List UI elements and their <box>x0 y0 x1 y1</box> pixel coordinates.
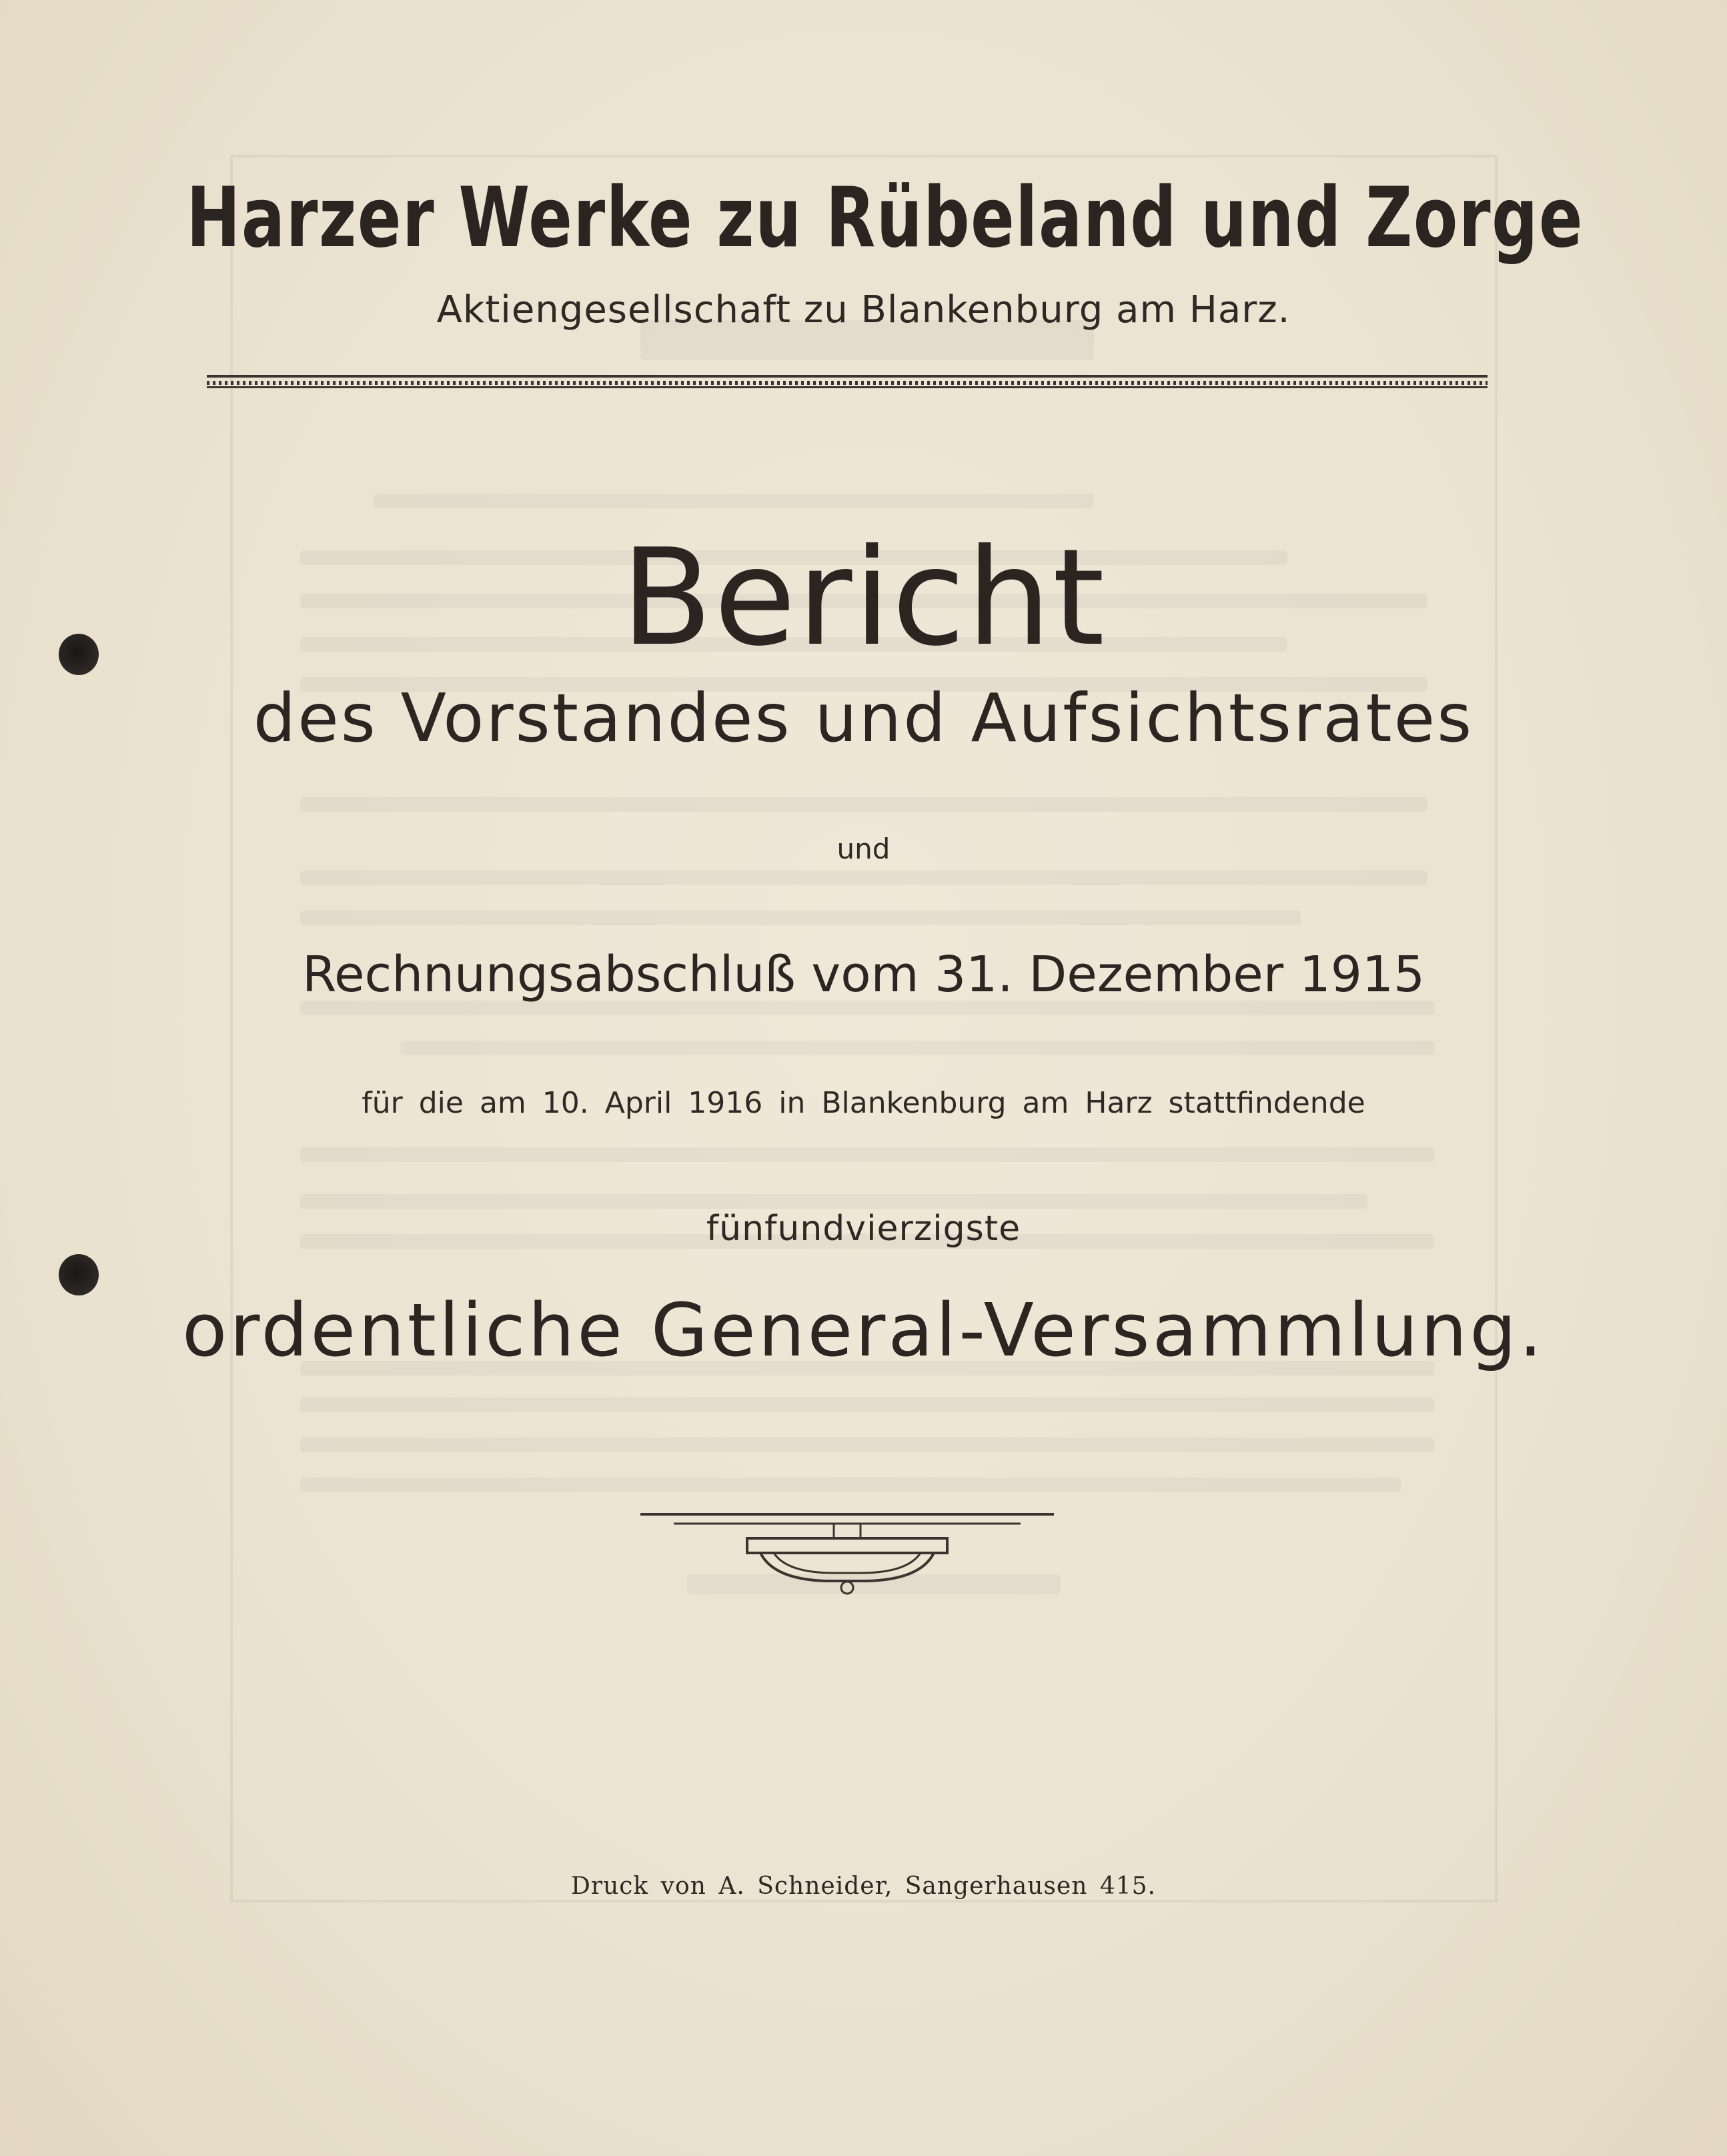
company-name: Harzer Werke zu Rübeland und Zorge <box>186 170 1584 266</box>
financial-statement-line: Rechnungsabschluß vom 31. Dezember 1915 <box>302 946 1425 1003</box>
bleed-through-line <box>374 494 1094 508</box>
bleed-through-frame <box>230 155 1498 1903</box>
meeting-date-line: für die am 10. April 1916 in Blankenburg am Harz stattfindende <box>362 1086 1365 1120</box>
company-subtitle: Aktiengesellschaft zu Blankenburg am Harz. <box>436 288 1291 332</box>
printer-imprint: Druck von A. Schneider, Sangerhausen 415. <box>571 1872 1156 1900</box>
report-subtitle: des Vorstandes und Aufsichtsrates <box>253 679 1474 757</box>
report-title: Bericht <box>620 520 1107 676</box>
bleed-through-line <box>300 911 1301 925</box>
bleed-through-line <box>300 1478 1401 1492</box>
bleed-through-line <box>300 1438 1434 1452</box>
conjunction-text: und <box>836 833 891 865</box>
bleed-through-line <box>300 1147 1434 1162</box>
bleed-through-line <box>300 797 1427 812</box>
header-divider <box>207 375 1488 390</box>
bleed-through-line <box>300 1194 1367 1209</box>
bleed-through-line <box>400 1041 1434 1055</box>
bleed-through-line <box>300 871 1427 885</box>
decorative-ornament-icon <box>634 1506 1061 1600</box>
meeting-name: ordentliche General-Versammlung. <box>181 1287 1546 1373</box>
meeting-ordinal: fünfundvierzigste <box>706 1209 1021 1249</box>
bleed-through-line <box>300 1398 1434 1412</box>
